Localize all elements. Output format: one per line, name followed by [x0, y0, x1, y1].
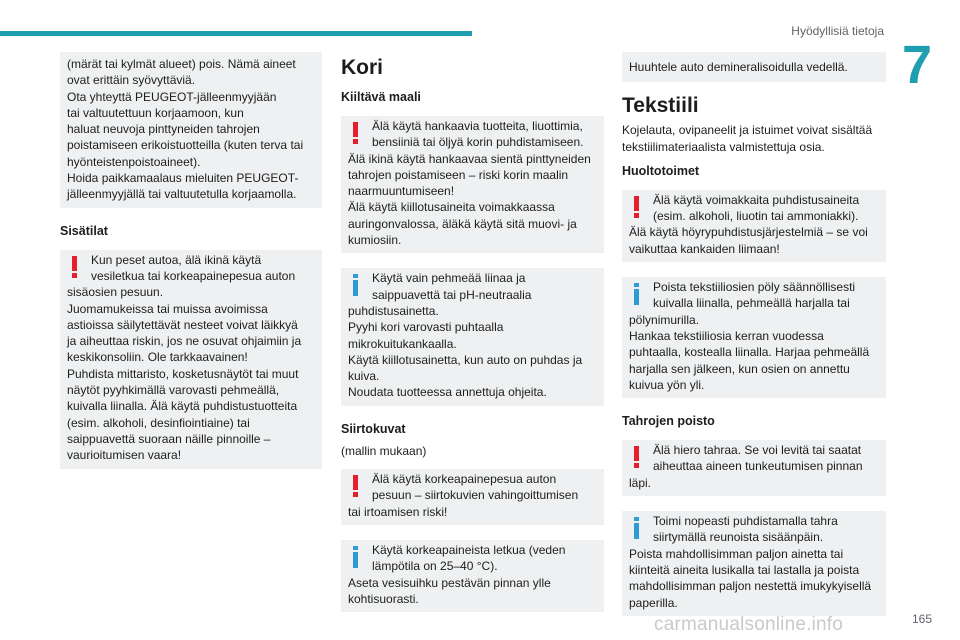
text-line: läpi.: [629, 475, 652, 490]
text-line: Älä hiero tahraa. Se voi levitä tai saatat: [653, 443, 862, 458]
intro-text: [622, 122, 886, 155]
text-line: mahdollisimman paljon nestettä imukykyisellä: [629, 579, 872, 594]
exclamation-icon: [633, 446, 640, 472]
section-title-kori: Kori: [341, 56, 383, 79]
text-line: Juomamukeissa tai muissa avoimissa: [67, 301, 268, 316]
text-line: kuiva.: [348, 369, 380, 384]
text-line: Käytä korkeapaineista letkua (veden: [372, 542, 566, 557]
section-heading-tahrojen-poisto: Tahrojen poisto: [622, 414, 715, 429]
exclamation-icon: [352, 122, 359, 148]
info-icon: [352, 274, 359, 300]
info-box: [622, 511, 886, 616]
text-line: kuivalla liinalla. Älä käytä puhdistustuotteita: [67, 399, 298, 414]
text-line: Hoida paikkamaalaus mieluiten PEUGEOT-: [67, 171, 299, 186]
text-line: sisäosien pesuun.: [67, 285, 164, 300]
text-line: auringonvalossa, äläkä käytä sitä muovi- ja: [348, 216, 577, 231]
text-line: tekstiilimateriaalista valmistettuja osia.: [622, 139, 825, 154]
text-line: Älä käytä hankaavia tuotteita, liuottimia,: [372, 119, 583, 133]
text-line: tai irtoamisen riski!: [348, 504, 448, 519]
info-box: [341, 540, 604, 612]
info-box: [622, 277, 886, 398]
text-line: vaikuttaa kankaiden liimaan!: [629, 241, 780, 256]
text-line: tahrojen poistamiseen – riski korin maalin: [348, 167, 569, 182]
text-line: ovat erittäin syövyttäviä.: [67, 73, 196, 88]
warning-box: [341, 116, 604, 253]
text-line: Älä ikinä käytä hankaavaa sientä pinttyneiden: [348, 151, 591, 166]
header-accent-bar: [0, 31, 472, 36]
text-line: Kun peset autoa, älä ikinä käytä: [91, 252, 262, 267]
exclamation-icon: [352, 475, 359, 501]
page-number: 165: [912, 612, 933, 626]
section-heading-kiiltava-maali: Kiiltävä maali: [341, 90, 421, 104]
info-icon: [633, 283, 640, 309]
text-line: saippuavettä tai pH-neutraalia: [372, 287, 532, 302]
text-line: lämpötila on 25–40 °C).: [372, 559, 498, 574]
text-line: Älä käytä höyrypuhdistusjärjestelmiä – se voi: [629, 225, 868, 240]
header-title: Hyödyllisiä tietoja: [791, 24, 884, 38]
text-line: Käytä kiillotusainetta, kun auto on puhdas ja: [348, 352, 583, 367]
text-line: Poista mahdollisimman paljon ainetta tai: [629, 546, 844, 561]
text-line: kiinteitä aineita lusikalla tai lastalla ja poista: [629, 562, 860, 577]
info-icon: [633, 517, 640, 543]
note-box: [60, 52, 322, 208]
text-line: puhdistusainetta.: [348, 303, 439, 318]
warning-box: [60, 250, 322, 469]
exclamation-icon: [71, 256, 78, 282]
text-line: jälleenmyyjällä tai valtuutetulla korjaamolla.: [67, 187, 297, 202]
info-box: [341, 268, 604, 405]
column-3: [622, 52, 886, 631]
text-line: vaurioitumisen vaara!: [67, 448, 182, 463]
text-line: pölynimurilla.: [629, 312, 700, 327]
text-line: Älä käytä voimakkaita puhdistusaineita: [653, 192, 860, 207]
info-icon: [352, 546, 359, 572]
text-line: Huuhtele auto demineralisoidulla vedellä.: [629, 60, 848, 74]
column-2: [341, 52, 604, 627]
text-line: siirtymällä reunoista sisäänpäin.: [653, 530, 824, 545]
text-line: naarmuuntumiseen!: [348, 184, 455, 199]
text-line: bensiiniä tai öljyä korin puhdistamiseen.: [372, 135, 584, 150]
text-line: vesiletkua tai korkeapainepesua auton: [91, 268, 296, 283]
text-line: Puhdista mittaristo, kosketusnäytöt tai muut: [67, 366, 299, 381]
text-line: tai valtuutettuun korjaamoon, kun: [67, 105, 244, 120]
text-line: Pyyhi kori varovasti puhtaalla: [348, 320, 504, 335]
text-line: mikrokuitukankaalla.: [348, 336, 457, 351]
text-line: ja aiheuttaa riskin, jos ne osuvat ohjaimiin ja: [67, 334, 302, 349]
column-1: [60, 52, 322, 484]
chapter-number: 7: [902, 35, 933, 95]
text-line: Käytä vain pehmeää liinaa ja: [372, 271, 526, 286]
section-heading-siirtokuvat: Siirtokuvat: [341, 421, 406, 436]
text-line: näytöt pyyhkimällä varovasti pehmeällä,: [67, 383, 280, 398]
text-line: keskikonsoliin. Ole tarkkaavainen!: [67, 350, 248, 365]
text-line: Älä käytä kiillotusaineita voimakkaassa: [348, 200, 555, 215]
text-line: Hankaa tekstiiliosia kerran vuodessa: [629, 328, 824, 343]
model-note: (mallin mukaan): [341, 443, 427, 458]
text-line: Poista tekstiiliosien pöly säännöllisesti: [653, 280, 856, 295]
warning-box: [341, 469, 604, 525]
text-line: Noudata tuotteessa annettuja ohjeita.: [348, 385, 547, 400]
text-line: Kojelauta, ovipaneelit ja istuimet voivat sisältää: [622, 123, 873, 138]
text-line: paperilla.: [629, 595, 678, 610]
text-line: saippuavettä suoraan näille pinnoille –: [67, 431, 271, 446]
text-line: Älä käytä korkeapainepesua auton: [372, 472, 557, 487]
text-line: (märät tai kylmät alueet) pois. Nämä aineet: [67, 57, 296, 71]
text-line: kumiosiin.: [348, 233, 402, 248]
text-line: aiheuttaa aineen tunkeutumisen pinnan: [653, 459, 863, 474]
text-line: Aseta vesisuihku pestävän pinnan ylle: [348, 575, 551, 590]
text-line: pesuun – siirtokuvien vahingoittumisen: [372, 488, 579, 503]
text-line: puhtaalla, kostealla liinalla. Harjaa pehmeällä: [629, 345, 870, 360]
text-line: Ota yhteyttä PEUGEOT-jälleenmyyjään: [67, 89, 277, 104]
watermark: carmanualsonline.info: [654, 614, 844, 635]
text-line: harjalla sen jälkeen, kun osien on annettu: [629, 361, 850, 376]
section-heading-sisatilat: Sisätilat: [60, 223, 108, 238]
section-heading-huoltotoimet: Huoltotoimet: [622, 163, 700, 178]
exclamation-icon: [633, 196, 640, 222]
text-line: poistamiseen erikoistuotteilla (kuten terva tai: [67, 138, 304, 153]
text-line: kuivalla liinalla, pehmeällä harjalla tai: [653, 296, 850, 311]
text-line: kohtisuorasti.: [348, 591, 419, 606]
warning-box: [622, 440, 886, 496]
text-line: hyönteistenpoistoaineet).: [67, 154, 201, 169]
text-line: Toimi nopeasti puhdistamalla tahra: [653, 514, 838, 529]
text-line: (esim. alkoholi, desinfiointiaine) tai: [67, 415, 250, 430]
text-line: (esim. alkoholi, liuotin tai ammoniakki).: [653, 209, 859, 224]
note-box: [622, 52, 886, 82]
section-title-tekstiili: Tekstiili: [622, 94, 699, 118]
text-line: astioissa säilytettävät nesteet voivat läikkyä: [67, 317, 298, 332]
text-line: haluat neuvoja pinttyneiden tahrojen: [67, 122, 260, 137]
text-line: kuivua yön yli.: [629, 377, 705, 392]
warning-box: [622, 190, 886, 262]
